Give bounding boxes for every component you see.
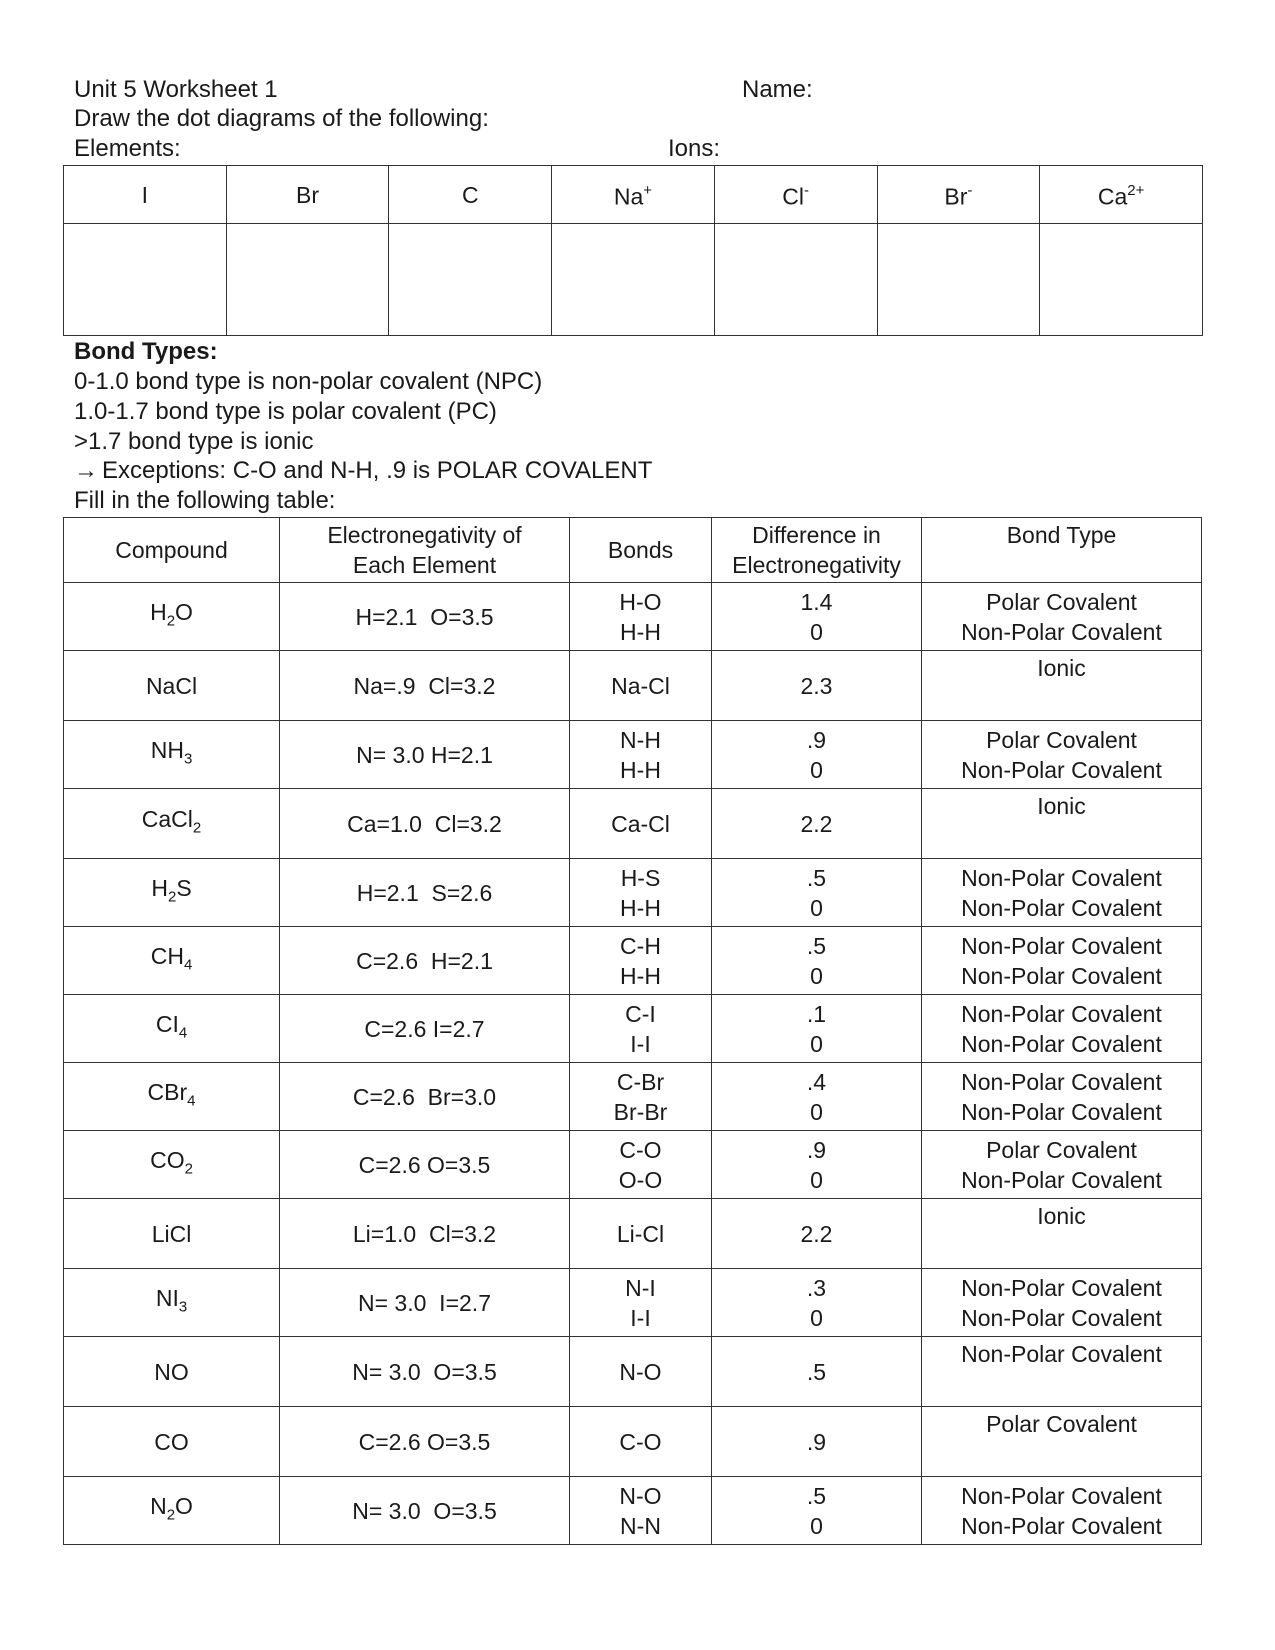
difference-value: .9 [806,1136,827,1163]
bond-text: H-H [620,618,661,645]
difference-cell [712,721,922,789]
compound-cell [64,1199,280,1269]
dot-drawing-cell[interactable] [877,224,1040,336]
compound-cell [64,927,280,995]
electronegativity-cell: H=2.1 S=2.6 [280,859,570,927]
bond-type-text: Non-Polar Covalent [961,1030,1162,1057]
difference-cell [712,651,922,721]
bonds-cell [570,995,712,1063]
bond-type-text: Non-Polar Covalent [961,864,1162,891]
bond-type-text: Polar Covalent [986,1136,1137,1163]
bond-type-text: Non-Polar Covalent [961,1000,1162,1027]
formula-text: S [176,874,192,901]
difference-value: 0 [810,962,823,989]
formula-text: CO [150,1146,185,1173]
compound-cell [64,1269,280,1337]
difference-cell [712,789,922,859]
bonds-cell [570,859,712,927]
dot-column-header [552,166,715,224]
dot-diagram-instruction: Draw the dot diagrams of the following: [74,105,489,132]
difference-value: 0 [810,1030,823,1057]
symbol: Br [296,181,320,208]
bond-type-text: Non-Polar Covalent [961,1166,1162,1193]
worksheet-title: Unit 5 Worksheet 1 [74,76,278,103]
bond-type-cell [922,721,1202,789]
difference-cell [712,583,922,651]
bond-text: H-H [620,894,661,921]
formula-subscript: 2 [167,888,177,906]
dot-drawing-cell[interactable] [714,224,877,336]
bond-type-text: Polar Covalent [986,588,1137,615]
bond-text: Li-Cl [616,1220,665,1247]
difference-value: 0 [810,618,823,645]
electronegativity-cell: N= 3.0 H=2.1 [280,721,570,789]
bond-text: Ca-Cl [611,810,670,837]
header-difference-line-1: Difference in [752,522,881,548]
header-bond-type: Bond Type [922,518,1202,583]
bonds-cell [570,789,712,859]
compound-cell [64,721,280,789]
compound-cell [64,1063,280,1131]
table-row [64,721,1202,789]
bond-rule-npc: 0-1.0 bond type is non-polar covalent (NPC) [74,368,543,395]
table-row [64,1063,1202,1131]
difference-cell [712,927,922,995]
bond-table-body [64,583,1202,1545]
difference-value: 2.2 [800,1220,833,1247]
bond-type-text: Non-Polar Covalent [961,1341,1162,1367]
bond-text: N-N [620,1512,661,1539]
bond-text: N-I [625,1274,656,1301]
electronegativity-cell: Li=1.0 Cl=3.2 [280,1199,570,1269]
bond-type-cell [922,789,1202,859]
charge: + [643,182,653,200]
formula-text: O [175,598,193,625]
bonds-cell [570,1477,712,1545]
bond-type-text: Non-Polar Covalent [961,962,1162,989]
difference-value: 0 [810,1098,823,1125]
bond-text: O-O [618,1166,663,1193]
compound-cell [64,1131,280,1199]
name-label: Name: [742,76,813,103]
formula-text: H [150,598,167,625]
formula-subscript: 2 [166,1506,176,1524]
bonds-cell [570,583,712,651]
table-row [64,1131,1202,1199]
dot-table-header-row [64,166,1203,224]
bond-type-text: Polar Covalent [986,726,1137,753]
compound-cell [64,789,280,859]
electronegativity-cell: N= 3.0 O=3.5 [280,1477,570,1545]
formula-subscript: 2 [184,1160,193,1178]
table-row [64,651,1202,721]
compound-cell [64,651,280,721]
bonds-cell [570,1131,712,1199]
bond-text: H-H [620,756,661,783]
ions-label: Ions: [668,135,721,162]
bonds-cell [570,651,712,721]
bond-type-text: Ionic [1037,793,1086,819]
difference-value: .5 [806,932,827,959]
bond-text: N-H [620,726,661,753]
bond-text: Br-Br [613,1098,668,1125]
bond-text: H-H [620,962,661,989]
header-difference [712,518,922,583]
formula-text: NH [150,736,184,763]
formula-text: CaCl [141,805,193,832]
electronegativity-cell: C=2.6 I=2.7 [280,995,570,1063]
bond-type-text: Non-Polar Covalent [961,1274,1162,1301]
formula-subscript: 3 [178,1298,188,1316]
table-row [64,1269,1202,1337]
dot-drawing-cell[interactable] [226,224,389,336]
difference-value: 0 [810,756,823,783]
bonds-cell [570,1407,712,1477]
difference-value: .4 [806,1068,827,1095]
bond-type-text: Non-Polar Covalent [961,618,1162,645]
difference-value: .9 [806,1428,827,1455]
bonds-cell [570,1063,712,1131]
symbol: I [141,181,149,208]
bond-text: C-Br [616,1068,665,1095]
dot-drawing-cell[interactable] [64,224,227,336]
difference-value: .5 [806,864,827,891]
formula-text: H [151,874,168,901]
dot-column-header [389,166,552,224]
bond-type-text: Non-Polar Covalent [961,932,1162,959]
formula-subscript: 4 [187,1092,196,1110]
charge: - [804,182,810,200]
bond-type-text: Non-Polar Covalent [961,1304,1162,1331]
difference-value: .5 [806,1482,827,1509]
bond-type-text: Polar Covalent [986,1411,1137,1437]
formula-text: NaCl [145,672,198,699]
bond-text: C-H [620,932,661,959]
table-row [64,859,1202,927]
bond-type-cell [922,995,1202,1063]
formula-subscript: 4 [183,956,193,974]
table-row [64,1337,1202,1407]
bonds-cell [570,1269,712,1337]
dot-diagram-table [63,165,1203,336]
header-difference-line-2: Electronegativity [732,552,901,578]
electronegativity-cell: N= 3.0 O=3.5 [280,1337,570,1407]
symbol: C [461,181,479,208]
formula-text: NO [154,1358,189,1385]
bond-type-cell [922,927,1202,995]
dot-drawing-cell[interactable] [1040,224,1203,336]
dot-column-header [1040,166,1203,224]
symbol: Ca [1097,183,1128,210]
formula-text: CBr [147,1078,188,1105]
bonds-cell [570,721,712,789]
bond-type-text: Ionic [1037,1203,1086,1229]
dot-column-header [226,166,389,224]
bond-table-header-row [64,518,1202,583]
formula-subscript: 3 [183,750,193,768]
header-electronegativity [280,518,570,583]
table-row [64,995,1202,1063]
compound-cell [64,859,280,927]
difference-cell [712,995,922,1063]
dot-column-header [877,166,1040,224]
bond-text: C-O [619,1428,662,1455]
difference-cell [712,1269,922,1337]
formula-subscript: 2 [192,819,202,837]
table-row [64,927,1202,995]
bond-text: H-S [620,864,661,891]
difference-value: .5 [806,1358,827,1385]
formula-text: CO [154,1428,189,1455]
symbol: Cl [782,183,805,210]
bond-type-cell [922,1337,1202,1407]
charge: 2+ [1127,182,1145,200]
formula-text: CI [155,1010,179,1037]
formula-text: O [175,1492,193,1519]
table-row [64,1477,1202,1545]
header-electronegativity-line-1: Electronegativity of [327,522,522,548]
difference-value: .9 [806,726,827,753]
bond-type-cell [922,1477,1202,1545]
bond-type-cell [922,1199,1202,1269]
header-compound: Compound [64,518,280,583]
bond-rule-exceptions [74,456,652,485]
difference-cell [712,1131,922,1199]
compound-cell [64,1477,280,1545]
arrow-right-icon: → [74,457,98,484]
bond-type-cell [922,1269,1202,1337]
symbol: Na [613,183,644,210]
header-bonds: Bonds [570,518,712,583]
electronegativity-cell: C=2.6 O=3.5 [280,1407,570,1477]
formula-text: CH [150,942,184,969]
bond-type-cell [922,651,1202,721]
bonds-cell [570,1199,712,1269]
bond-type-cell [922,859,1202,927]
difference-value: 2.2 [800,810,833,837]
difference-value: 2.3 [800,672,833,699]
fill-table-instruction: Fill in the following table: [74,487,336,514]
bond-type-text: Ionic [1037,655,1086,681]
formula-text: NI [155,1284,179,1311]
compound-cell [64,583,280,651]
difference-value: 0 [810,1512,823,1539]
bond-type-cell [922,1407,1202,1477]
dot-column-header [64,166,227,224]
table-row [64,1199,1202,1269]
difference-cell [712,1199,922,1269]
difference-value: 1.4 [800,588,833,615]
dot-drawing-cell[interactable] [552,224,715,336]
electronegativity-cell: N= 3.0 I=2.7 [280,1269,570,1337]
difference-value: 0 [810,894,823,921]
formula-subscript: 2 [166,612,176,630]
bonds-cell [570,1337,712,1407]
dot-drawing-cell[interactable] [389,224,552,336]
dot-table-drawing-row [64,224,1203,336]
symbol: Br [944,183,968,210]
table-row [64,583,1202,651]
table-row [64,1407,1202,1477]
difference-value: 0 [810,1166,823,1193]
bond-text: Na-Cl [611,672,670,699]
electronegativity-cell: Ca=1.0 Cl=3.2 [280,789,570,859]
bond-text: I-I [630,1030,651,1057]
bond-type-text: Non-Polar Covalent [961,894,1162,921]
electronegativity-cell: C=2.6 O=3.5 [280,1131,570,1199]
formula-text: N [150,1492,167,1519]
exceptions-text: Exceptions: C-O and N-H, .9 is POLAR COVALENT [102,457,653,484]
bond-type-text: Non-Polar Covalent [961,756,1162,783]
bond-rule-ionic: >1.7 bond type is ionic [74,428,314,455]
charge: - [967,182,973,200]
header-electronegativity-line-2: Each Element [352,552,497,578]
bond-text: H-O [619,588,662,615]
bond-type-cell [922,583,1202,651]
difference-cell [712,1407,922,1477]
bond-type-cell [922,1063,1202,1131]
difference-cell [712,859,922,927]
electronegativity-cell: C=2.6 Br=3.0 [280,1063,570,1131]
bond-text: N-O [619,1482,662,1509]
bonds-cell [570,927,712,995]
electronegativity-cell: Na=.9 Cl=3.2 [280,651,570,721]
table-row [64,789,1202,859]
compound-cell [64,1337,280,1407]
bond-text: C-O [619,1136,662,1163]
difference-cell [712,1477,922,1545]
bond-text: I-I [630,1304,651,1331]
difference-cell [712,1337,922,1407]
dot-column-header [714,166,877,224]
compound-cell [64,995,280,1063]
difference-value: .1 [806,1000,827,1027]
elements-label: Elements: [74,135,181,162]
bond-type-cell [922,1131,1202,1199]
bond-types-heading: Bond Types: [74,338,218,365]
difference-cell [712,1063,922,1131]
bond-text: C-I [625,1000,656,1027]
bond-rule-pc: 1.0-1.7 bond type is polar covalent (PC) [74,398,497,425]
bond-type-text: Non-Polar Covalent [961,1098,1162,1125]
electronegativity-cell: H=2.1 O=3.5 [280,583,570,651]
bond-text: N-O [619,1358,662,1385]
bond-type-text: Non-Polar Covalent [961,1512,1162,1539]
bond-type-table [63,517,1202,1545]
difference-value: .3 [806,1274,827,1301]
electronegativity-cell: C=2.6 H=2.1 [280,927,570,995]
bond-type-text: Non-Polar Covalent [961,1482,1162,1509]
formula-subscript: 4 [178,1024,188,1042]
formula-text: LiCl [151,1220,192,1247]
bond-type-text: Non-Polar Covalent [961,1068,1162,1095]
difference-value: 0 [810,1304,823,1331]
compound-cell [64,1407,280,1477]
